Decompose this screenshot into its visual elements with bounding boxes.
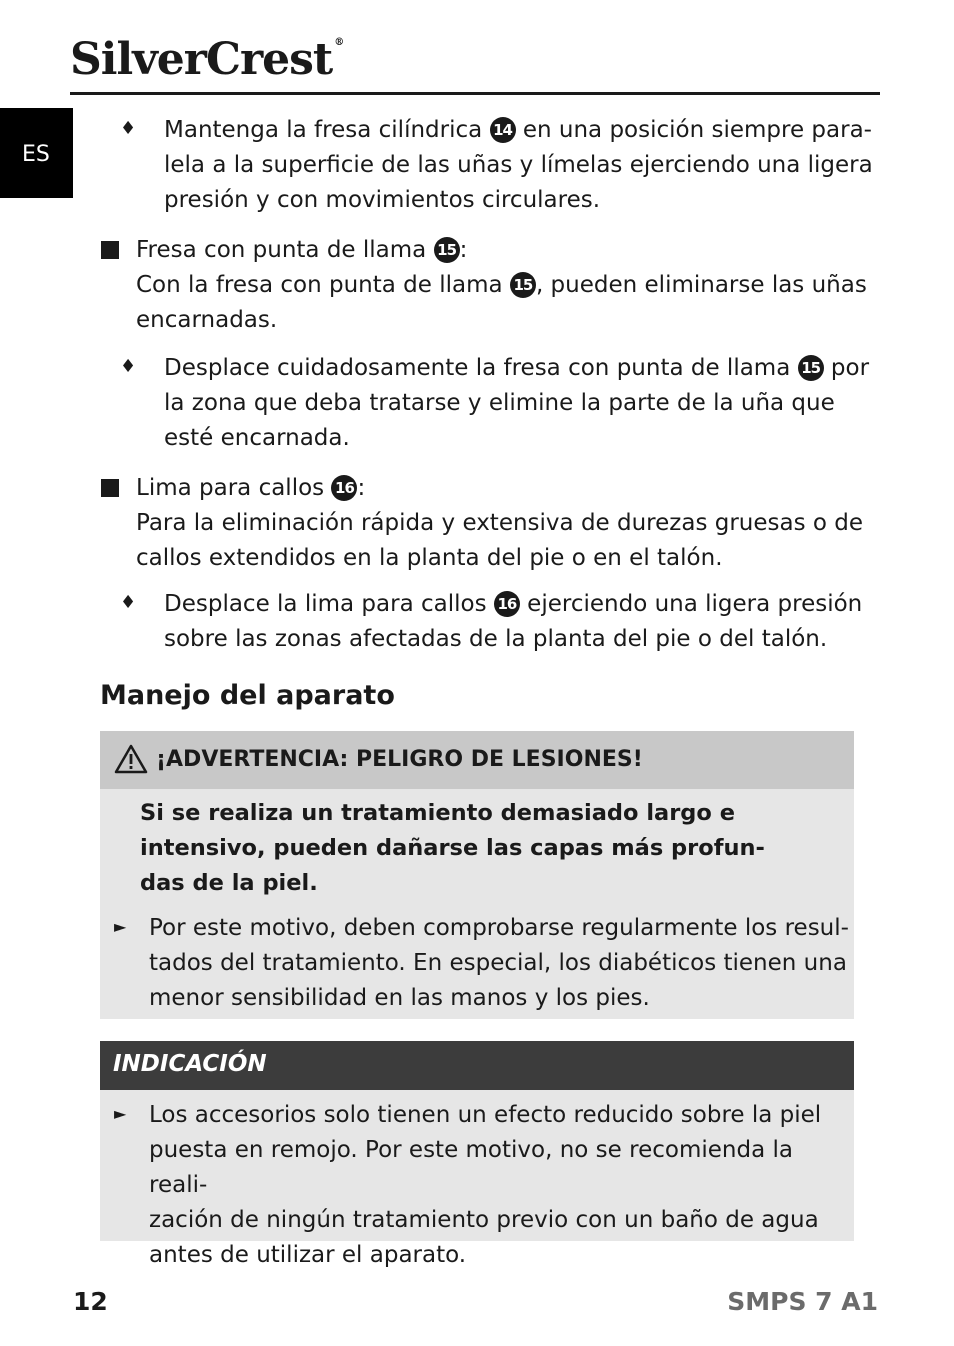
- language-label: ES: [22, 142, 50, 167]
- text-line: tados del tratamiento. En especial, los diabéticos tienen una: [149, 950, 847, 976]
- instruction-paragraph: [164, 587, 862, 657]
- note-box: [100, 1041, 854, 1268]
- text-line: Fresa con punta de llama: [136, 237, 434, 263]
- warning-item: [149, 911, 849, 1016]
- note-item: [149, 1098, 854, 1273]
- part-number-badge: 16: [331, 475, 357, 501]
- text-line: , pueden eliminarse las uñas: [535, 272, 867, 298]
- text-line: esté encarnada.: [164, 425, 350, 451]
- warning-triangle-icon: [114, 743, 148, 775]
- language-tab: [0, 108, 73, 198]
- warning-header: [100, 731, 854, 789]
- square-bullet-icon: [101, 241, 119, 259]
- arrow-bullet-icon: ►: [114, 1104, 127, 1123]
- text-line: Con la fresa con punta de llama: [136, 272, 510, 298]
- part-number-badge: 16: [494, 591, 520, 617]
- text-line: antes de utilizar el aparato.: [149, 1242, 467, 1268]
- text-line: callos extendidos en la planta del pie o en el talón.: [136, 545, 723, 571]
- square-bullet-icon: [101, 479, 119, 497]
- part-number-badge: 15: [434, 237, 460, 263]
- instruction-paragraph: [164, 351, 869, 456]
- diamond-bullet-icon: ♦: [120, 592, 137, 613]
- warning-box: [100, 731, 854, 1019]
- instruction-paragraph: [164, 113, 873, 218]
- text-line: lela a la superficie de las uñas y límelas ejerciendo una ligera: [164, 152, 873, 178]
- diamond-bullet-icon: ♦: [120, 118, 137, 139]
- text-line: puesta en remojo. Por este motivo, no se recomienda la reali-: [149, 1137, 793, 1198]
- text-line: menor sensibilidad en las manos y los pies.: [149, 985, 650, 1011]
- model-name: SMPS 7 A1: [727, 1287, 878, 1316]
- note-title: INDICACIÓN: [113, 1051, 267, 1077]
- text-line: Si se realiza un tratamiento demasiado largo e: [140, 800, 735, 826]
- text-line: por: [823, 355, 870, 381]
- diamond-bullet-icon: ♦: [120, 356, 137, 377]
- text-line: :: [357, 475, 366, 501]
- attachment-description: [136, 233, 867, 338]
- text-line: en una posición siempre para-: [515, 117, 872, 143]
- text-line: Desplace la lima para callos: [164, 591, 494, 617]
- text-line: Los accesorios solo tienen un efecto reducido sobre la piel: [149, 1102, 822, 1128]
- text-line: zación de ningún tratamiento previo con un baño de agua: [149, 1207, 819, 1233]
- text-line: encarnadas.: [136, 307, 278, 333]
- text-line: Desplace cuidadosamente la fresa con punta de llama: [164, 355, 798, 381]
- page-number: 12: [73, 1287, 108, 1316]
- registered-mark: ®: [334, 37, 344, 48]
- brand-name: SilverCrest: [70, 34, 333, 85]
- arrow-bullet-icon: ►: [114, 917, 127, 936]
- section-heading: Manejo del aparato: [100, 680, 395, 711]
- note-header: [100, 1041, 854, 1090]
- text-line: das de la piel.: [140, 870, 318, 896]
- text-line: sobre las zonas afectadas de la planta del pie o del talón.: [164, 626, 828, 652]
- header-rule: [70, 92, 880, 95]
- part-number-badge: 14: [490, 117, 516, 143]
- text-line: intensivo, pueden dañarse las capas más profun-: [140, 835, 765, 861]
- warning-statement: [140, 796, 820, 901]
- text-line: ejerciendo una ligera presión: [519, 591, 863, 617]
- text-line: la zona que deba tratarse y elimine la parte de la uña que: [164, 390, 835, 416]
- part-number-badge: 15: [510, 272, 536, 298]
- text-line: presión y con movimientos circulares.: [164, 187, 601, 213]
- text-line: :: [459, 237, 468, 263]
- text-line: Lima para callos: [136, 475, 332, 501]
- attachment-description: [136, 471, 863, 576]
- text-line: Mantenga la fresa cilíndrica: [164, 117, 490, 143]
- part-number-badge: 15: [798, 355, 824, 381]
- warning-title: ¡ADVERTENCIA: PELIGRO DE LESIONES!: [156, 747, 643, 772]
- text-line: Por este motivo, deben comprobarse regularmente los resul-: [149, 915, 849, 941]
- text-line: Para la eliminación rápida y extensiva de durezas gruesas o de: [136, 510, 864, 536]
- brand-logo: [70, 34, 344, 85]
